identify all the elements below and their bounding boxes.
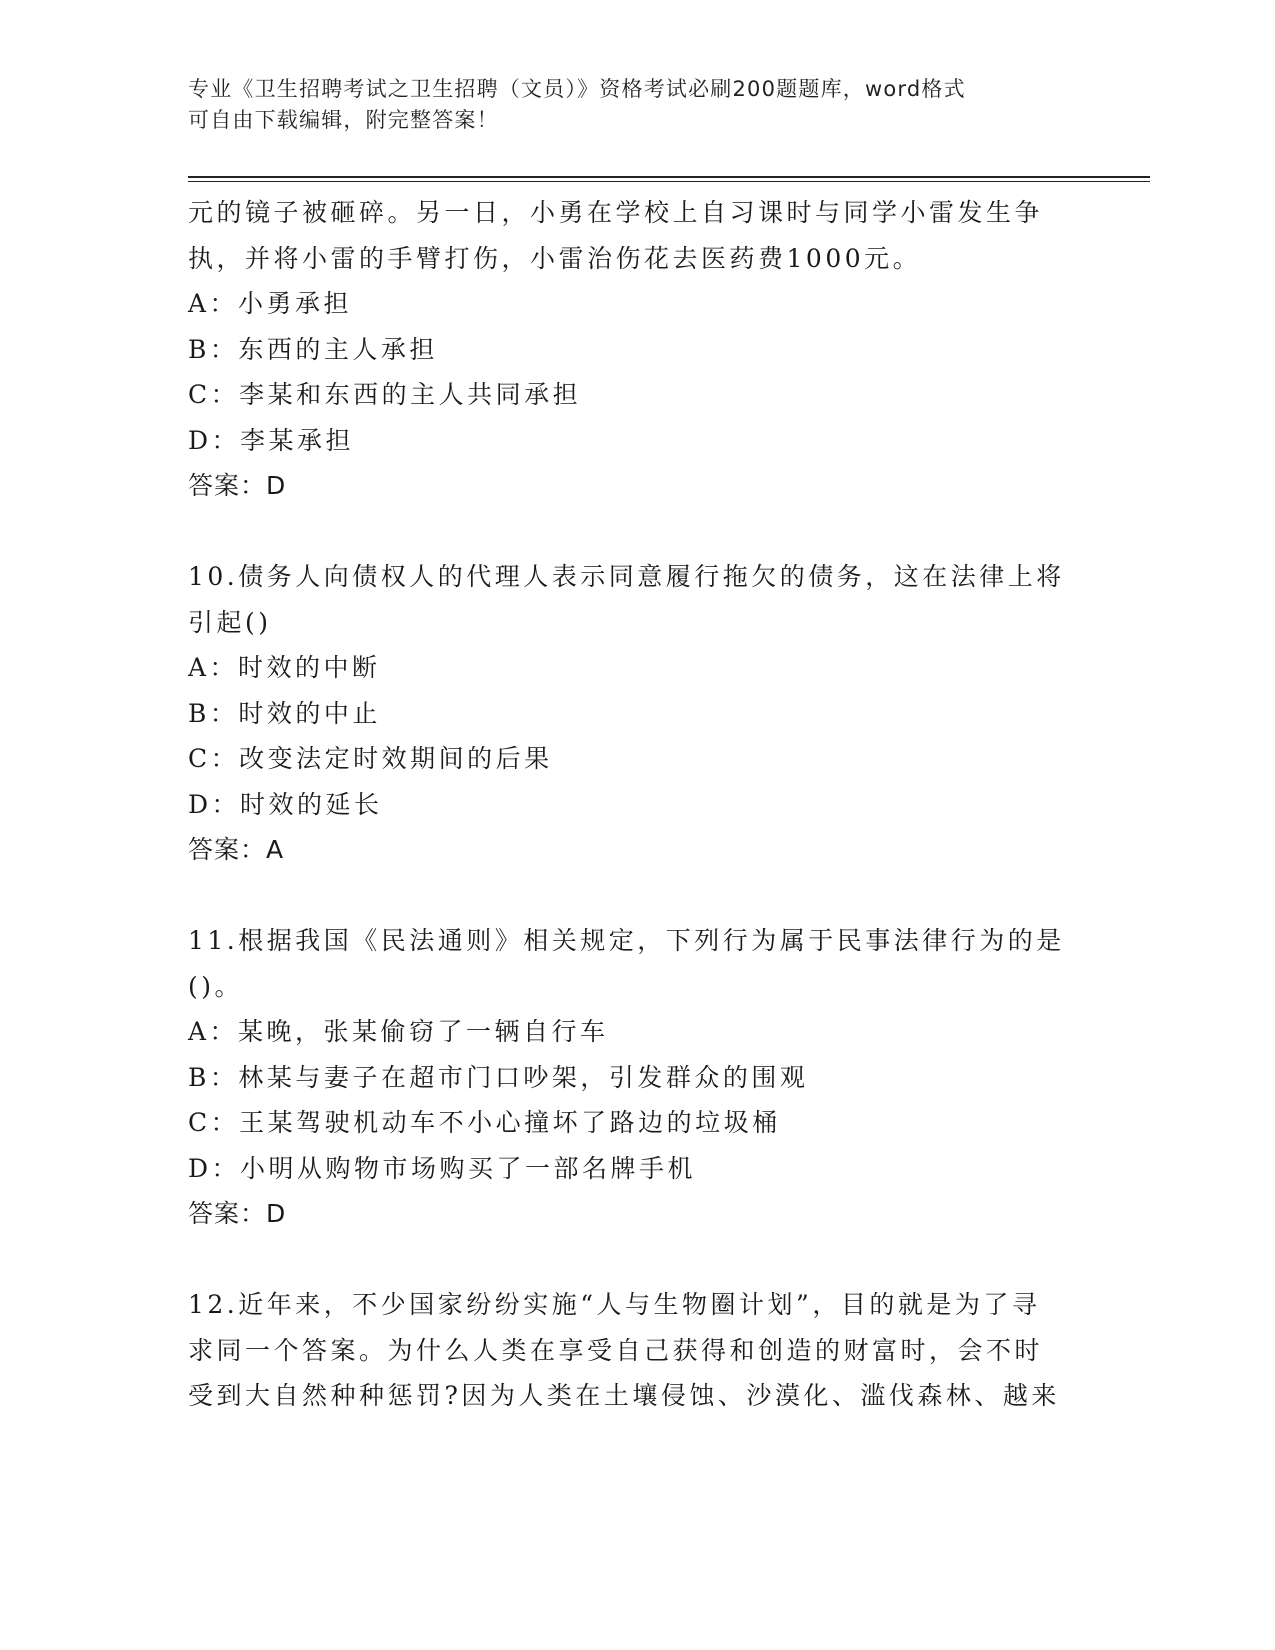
answer-line: 答案：A (188, 835, 285, 864)
question-text-line: 受到大自然种种惩罚?因为人类在土壤侵蚀、沙漠化、滥伐森林、越来 (188, 1381, 1060, 1410)
option-c: C：改变法定时效期间的后果 (188, 744, 553, 773)
option-c: C：李某和东西的主人共同承担 (188, 380, 582, 409)
option-c: C：王某驾驶机动车不小心撞坏了路边的垃圾桶 (188, 1108, 781, 1137)
header-divider-thick (188, 176, 1150, 178)
spacer (188, 873, 1088, 919)
question-text-line: 12.近年来，不少国家纷纷实施“人与生物圈计划”，目的就是为了寻 (188, 1290, 1041, 1319)
question-12 (188, 1282, 1088, 1419)
question-text-line: 求同一个答案。为什么人类在享受自己获得和创造的财富时，会不时 (188, 1335, 1044, 1365)
option-d: D：李某承担 (188, 425, 355, 455)
option-b: B：林某与妻子在超市门口吵架，引发群众的围观 (188, 1062, 809, 1092)
header-title-line-2: 可自由下载编辑，附完整答案！ (188, 108, 499, 132)
option-b: B：东西的主人承担 (188, 334, 438, 364)
question-10 (188, 554, 1088, 873)
question-text-line: 11.根据我国《民法通则》相关规定，下列行为属于民事法律行为的是 (188, 926, 1065, 955)
document-header (188, 74, 1068, 136)
option-d: D：时效的延长 (188, 789, 383, 819)
question-text-line: 引起() (188, 607, 272, 637)
option-d: D：小明从购物市场购买了一部名牌手机 (188, 1153, 697, 1183)
option-a: A：时效的中断 (188, 653, 381, 682)
question-text-line: 元的镜子被砸碎。另一日，小勇在学校上自习课时与同学小雷发生争 (188, 198, 1044, 227)
spacer (188, 509, 1088, 555)
spacer (188, 1237, 1088, 1283)
option-a: A：小勇承担 (188, 289, 353, 318)
question-text-line: 执，并将小雷的手臂打伤，小雷治伤花去医药费1000元。 (188, 243, 922, 273)
answer-line: 答案：D (188, 471, 287, 500)
question-text-line: 10.债务人向债权人的代理人表示同意履行拖欠的债务，这在法律上将 (188, 562, 1065, 591)
answer-line: 答案：D (188, 1199, 287, 1228)
option-a: A：某晚，张某偷窃了一辆自行车 (188, 1017, 609, 1046)
question-content (188, 190, 1088, 1419)
header-divider-thin (188, 181, 1150, 182)
header-title-line-1: 专业《卫生招聘考试之卫生招聘（文员）》资格考试必刷200题题库，word格式 (188, 77, 966, 101)
question-11 (188, 918, 1088, 1237)
question-9-continuation (188, 190, 1088, 509)
option-b: B：时效的中止 (188, 698, 381, 728)
question-text-line: ()。 (188, 971, 244, 1001)
